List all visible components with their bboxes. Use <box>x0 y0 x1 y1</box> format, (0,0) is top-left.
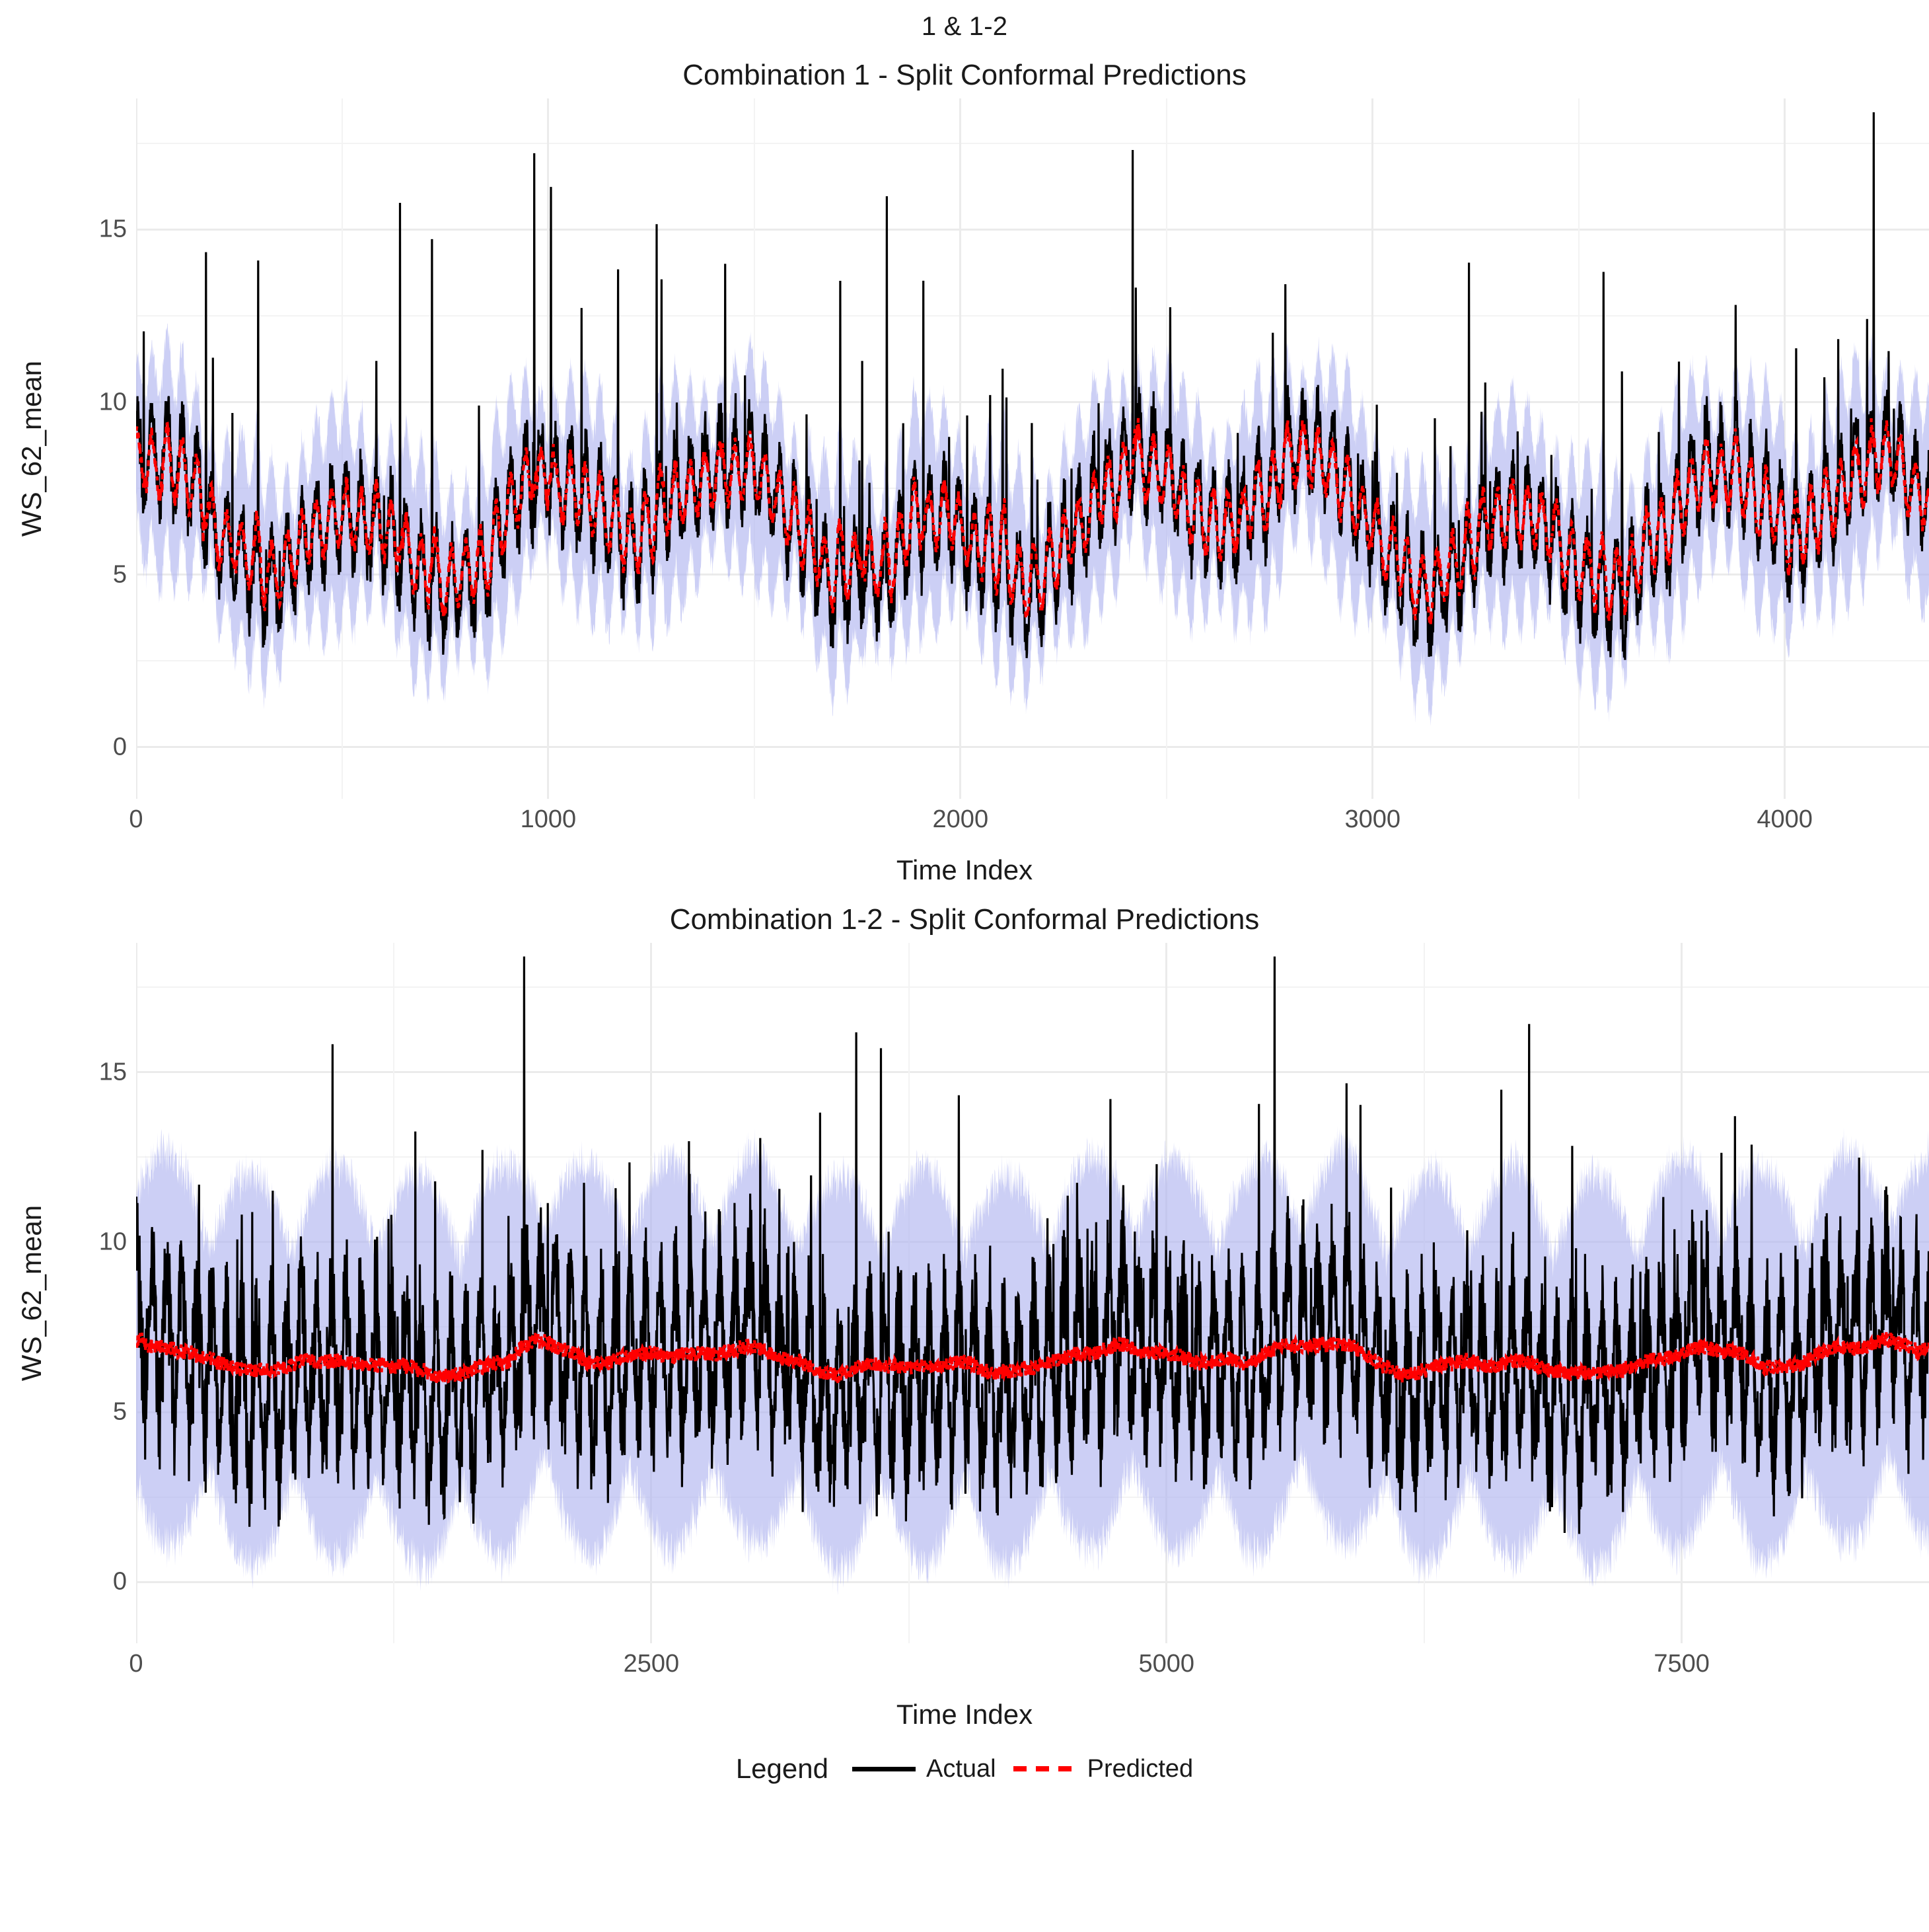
panel-2-x-axis-spacer-ticks <box>63 1643 136 1707</box>
panel-2-x-ticks <box>129 1643 1929 1707</box>
x-tick-label: 4000 <box>1757 805 1813 833</box>
x-tick-label: 5000 <box>1138 1650 1195 1678</box>
x-tick-label: 0 <box>129 1650 143 1678</box>
panel-1-x-axis-wrap <box>129 799 1929 862</box>
series-canvas <box>136 98 1929 799</box>
panel-1-x-axis-spacer-ticks <box>63 799 136 862</box>
panel-1-y-ticks <box>63 98 136 799</box>
panel-2-x-axis-label: Time Index <box>896 1699 1033 1730</box>
legend-label-actual: Actual <box>926 1754 996 1783</box>
panel-1-title: Combination 1 - Split Conformal Predictions <box>682 59 1247 91</box>
y-tick-label: 15 <box>98 1058 127 1086</box>
legend-item-predicted <box>1013 1755 1194 1783</box>
panel-1-x-axis-spacer-left <box>0 799 63 862</box>
panel-2-plot-area <box>136 943 1929 1643</box>
panel-1-plot-row <box>0 98 1929 799</box>
legend-item-actual <box>852 1755 996 1783</box>
legend-label-predicted: Predicted <box>1087 1754 1194 1783</box>
x-tick-label: 2500 <box>623 1650 680 1678</box>
x-tick-label: 2000 <box>932 805 989 833</box>
x-tick-label: 3000 <box>1344 805 1401 833</box>
panel-2-title: Combination 1-2 - Split Conformal Predictions <box>669 903 1260 936</box>
panel-2-x-axis-spacer-left <box>0 1643 63 1707</box>
y-tick-label: 10 <box>98 1228 127 1256</box>
y-tick-label: 5 <box>112 560 127 589</box>
x-tick-label: 1000 <box>520 805 577 833</box>
panel-2-y-ticks <box>63 943 136 1643</box>
panel-combination-1-2 <box>0 903 1929 1730</box>
y-tick-label: 15 <box>98 215 127 243</box>
panel-1-plot-wrap <box>136 98 1929 799</box>
panel-2-y-axis-label <box>0 943 63 1643</box>
legend-title: Legend <box>735 1753 828 1784</box>
y-tick-label: 10 <box>98 388 127 416</box>
figure-legend <box>0 1753 1929 1785</box>
panel-1-y-axis-label-text: WS_62_mean <box>16 360 47 537</box>
panel-2-plot-row <box>0 943 1929 1643</box>
legend-swatch-actual-icon <box>852 1767 916 1771</box>
x-tick-label: 0 <box>129 805 143 833</box>
panel-2-y-axis-label-text: WS_62_mean <box>16 1205 47 1382</box>
panel-1-y-axis-label <box>0 98 63 799</box>
figure-suptitle: 1 & 1-2 <box>921 12 1008 41</box>
series-canvas <box>136 943 1929 1643</box>
y-tick-label: 0 <box>112 1567 127 1596</box>
panel-2-plot-wrap <box>136 943 1929 1643</box>
panel-2-x-axis-wrap <box>129 1643 1929 1707</box>
panel-2-x-axis-row <box>0 1643 1929 1707</box>
legend-swatch-predicted-icon <box>1013 1766 1077 1771</box>
y-tick-label: 5 <box>112 1397 127 1426</box>
y-tick-label: 0 <box>112 733 127 761</box>
x-tick-label: 7500 <box>1654 1650 1710 1678</box>
panel-1-x-axis-label: Time Index <box>896 854 1033 885</box>
panel-1-x-ticks <box>129 799 1929 862</box>
panel-1-x-axis-row <box>0 799 1929 862</box>
panel-combination-1 <box>0 59 1929 886</box>
panel-1-plot-area <box>136 98 1929 799</box>
